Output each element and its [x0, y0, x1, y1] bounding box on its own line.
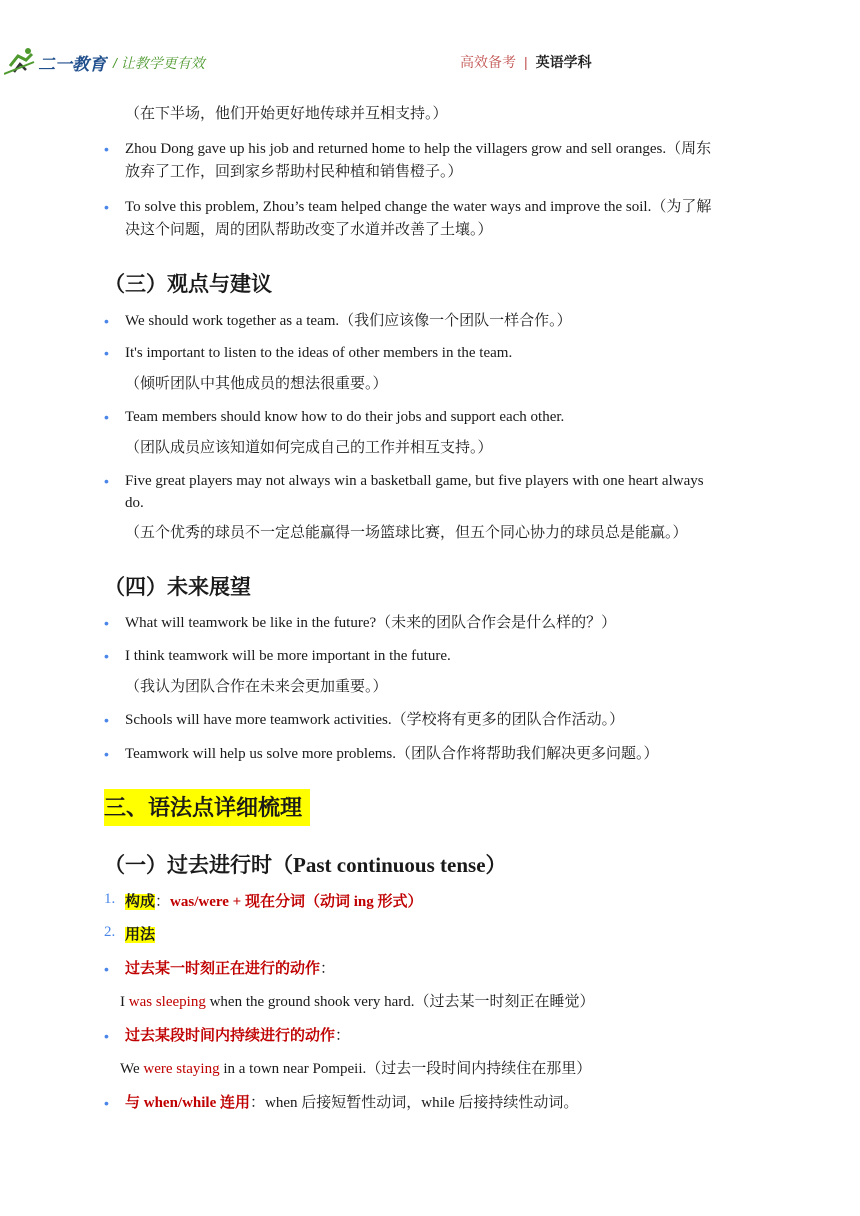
- bullet: •: [104, 746, 109, 762]
- structure-line: 构成：was/were + 现在分词（动词 ing 形式）: [125, 894, 423, 910]
- continuation-text: （在下半场，他们开始更好地传球并互相支持。）: [125, 106, 448, 122]
- list-item: Zhou Dong gave up his job and returned home to help the villagers grow and sell oranges.（周东: [125, 141, 712, 157]
- structure-label: 构成: [125, 894, 156, 910]
- bullet: •: [104, 473, 109, 489]
- translation: （倾听团队中其他成员的想法很重要。）: [125, 376, 388, 392]
- bullet: •: [104, 1028, 109, 1044]
- list-item: I think teamwork will be more important in the future.: [125, 648, 451, 664]
- bullet: •: [104, 313, 109, 329]
- bullet: •: [104, 961, 109, 977]
- bullet: •: [104, 648, 109, 664]
- translation: （五个优秀的球员不一定总能赢得一场篮球比赛，但五个同心协力的球员总是能赢。）: [125, 525, 688, 541]
- bullet: •: [104, 615, 109, 631]
- header-right: [460, 52, 592, 72]
- example-sentence: We were staying in a town near Pompeii.（过去一段时间内持续住在那里）: [120, 1061, 592, 1077]
- list-item: To solve this problem, Zhou’s team helped change the water ways and improve the soil.（为了解: [125, 199, 712, 215]
- bullet: •: [104, 345, 109, 361]
- list-item-cont: 决这个问题，周的团队帮助改变了水道并改善了土壤。）: [125, 222, 493, 238]
- bullet: •: [104, 141, 109, 157]
- usage-title: 过去某段时间内持续进行的动作：: [125, 1028, 351, 1044]
- item-number: 1.: [104, 891, 116, 907]
- example-sentence: I was sleeping when the ground shook very hard.（过去某一时刻正在睡觉）: [120, 994, 595, 1010]
- list-item: What will teamwork be like in the future?（未来的团队合作会是什么样的？）: [125, 615, 617, 631]
- item-number: 2.: [104, 924, 116, 940]
- subject-label: 英语学科: [535, 54, 592, 70]
- section-title: （三）观点与建议: [104, 272, 272, 296]
- bullet: •: [104, 1095, 109, 1111]
- slogan: / 让教学更有效: [113, 55, 205, 71]
- list-item: Teamwork will help us solve more problems.（团队合作将帮助我们解决更多问题。）: [125, 746, 659, 762]
- header-separator: |: [524, 54, 528, 70]
- translation: （我认为团队合作在未来会更加重要。）: [125, 679, 388, 695]
- structure-formula: was/were + 现在分词（动词 ing 形式）: [170, 894, 423, 910]
- list-item: We should work together as a team.（我们应该像一个团队一样合作。）: [125, 313, 572, 329]
- bullet: •: [104, 712, 109, 728]
- exam-label: 高效备考: [460, 54, 516, 70]
- logo: [4, 44, 108, 78]
- usage-label: 用法: [125, 927, 156, 943]
- list-item: Five great players may not always win a basketball game, but five players with one heart always: [125, 473, 704, 489]
- list-item: Schools will have more teamwork activities.（学校将有更多的团队合作活动。）: [125, 712, 625, 728]
- list-item: It's important to listen to the ideas of other members in the team.: [125, 345, 513, 361]
- page-header: [0, 0, 860, 90]
- list-item-cont: do.: [125, 495, 144, 511]
- list-item-cont: 放弃了工作，回到家乡帮助村民种植和销售橙子。）: [125, 164, 463, 180]
- chapter-heading: 三、语法点详细梳理: [104, 789, 310, 826]
- list-item: Team members should know how to do their jobs and support each other.: [125, 409, 565, 425]
- section-title: （四）未来展望: [104, 575, 251, 599]
- usage-title: 过去某一时刻正在进行的动作：: [125, 961, 336, 977]
- subsection-title: （一）过去进行时（Past continuous tense）: [104, 853, 507, 877]
- svg-text:二一教育: 二一教育: [38, 55, 106, 75]
- bullet: •: [104, 199, 109, 215]
- usage-line: [125, 924, 155, 946]
- translation: （团队成员应该知道如何完成自己的工作并相互支持。）: [125, 440, 493, 456]
- usage-title: 与 when/while 连用：when 后接短暂性动词，while 后接持续性动词。: [125, 1095, 579, 1111]
- bullet: •: [104, 409, 109, 425]
